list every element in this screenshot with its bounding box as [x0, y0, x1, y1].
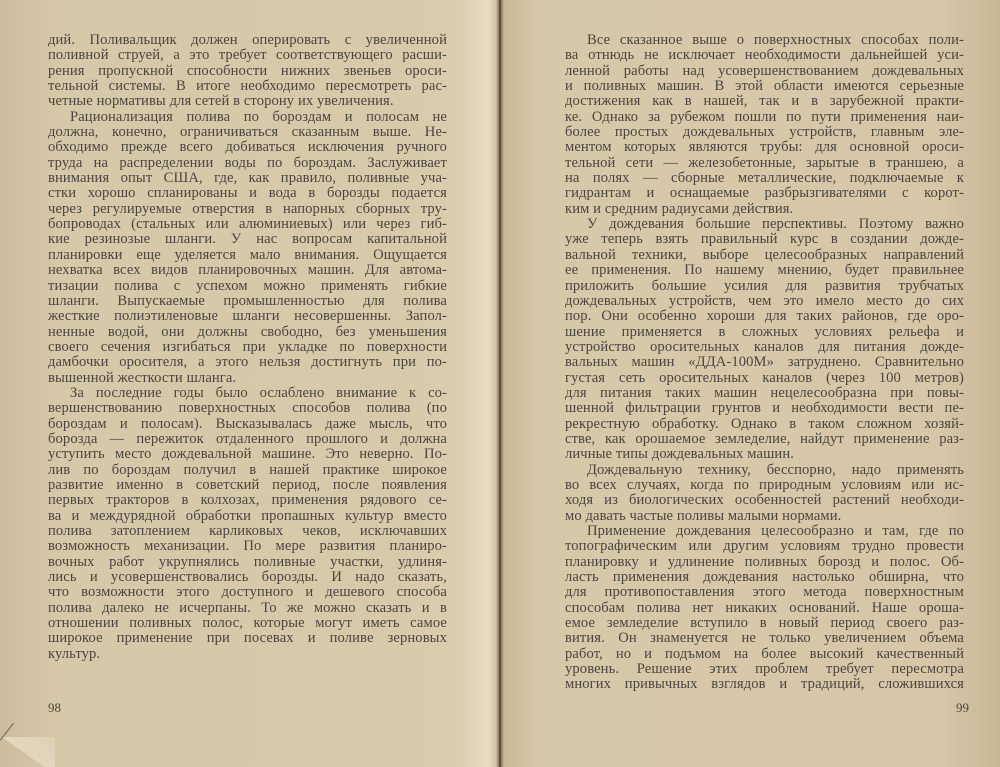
text-line: ментом которых являются трубы: для основной ороси- — [565, 139, 964, 156]
text-line: ким и средним радиусами действия. — [565, 200, 794, 217]
text-line: вития. Он знаменуется не только увеличением объема — [565, 630, 964, 647]
text-line: более простых дождевальных устройств, главным эле- — [565, 124, 964, 141]
text-line: дий. Поливальщик должен оперировать с увеличенной — [48, 32, 447, 48]
text-line: У дождевания большие перспективы. Поэтому важно — [587, 216, 964, 233]
text-line: планировку и удлинение поливных борозд и полос. Об- — [565, 553, 964, 570]
text-line: ленной работы над усовершенствованием дождевальных — [565, 62, 964, 79]
text-line: Рационализация полива по бороздам и полосам не — [70, 108, 447, 125]
text-line: пор. Они особенно хороши для таких районов, где оро- — [565, 308, 964, 325]
text-line: поливной струей, а это требует соответствующего расши- — [48, 47, 447, 64]
text-line: для противопоставления этого метода поверхностным — [565, 584, 964, 601]
text-line: своего сечения изгибаться при укладке по поверхности — [48, 338, 447, 355]
text-line: вальных машин «ДДА-100М» затруднено. Сравнительно — [565, 354, 964, 371]
text-line: густая сеть оросительных каналов (через 100 метров) — [565, 369, 964, 386]
text-line: тельной системы. В итоге необходимо пересмотреть рас- — [48, 78, 447, 95]
text-line: уступить место дождевальной машине. Это неверно. По- — [48, 446, 447, 463]
text-line: во всех случаях, когда по природным условиям или ис- — [565, 476, 964, 493]
text-line: стки хорошо спланированы и вода в борозды подается — [48, 185, 447, 202]
text-line: Все сказанное выше о поверхностных способах поли- — [587, 32, 964, 48]
left-page-number: 98 — [48, 700, 61, 715]
text-line: развитие именно в советский период, после появления — [48, 476, 447, 493]
right-page-number: 99 — [956, 700, 969, 715]
text-line: лив по бороздам получил в нашей практике широкое — [48, 461, 447, 478]
text-line: вальной техники, выборе целесообразных направлений — [565, 246, 964, 263]
text-line: приложить большие усилия для развития трубчатых — [565, 277, 964, 294]
text-line: стве, как орошаемое земледелие, найдут применение раз- — [565, 430, 964, 447]
text-line: лись и усовершенствовались борозды. И надо сказать, — [48, 569, 447, 586]
text-line: полива далеко не исчерпаны. То же можно сказать и в — [48, 599, 447, 616]
text-line: кие резинозые шланги. У нас вопросам капитальной — [48, 231, 447, 248]
text-line: Применение дождевания целесообразно и там, где по — [587, 523, 964, 539]
text-line: борозда — пережиток отдаленного прошлого и должна — [48, 430, 447, 447]
text-line: тизации полива с успехом можно применять гибкие — [48, 277, 447, 294]
text-line: обходимо прежде всего добиваться исключения ручного — [48, 139, 447, 156]
text-line: первых тракторов в колхозах, применения рядового се- — [48, 492, 447, 509]
text-line: мо давать частые поливы малыми нормами. — [565, 507, 842, 524]
text-line: рения пропускной способности нижних звеньев ороси- — [48, 62, 447, 79]
right-page — [500, 0, 1000, 767]
text-line: ке. Однако за рубежом пошли по пути применения наи- — [565, 108, 964, 125]
text-line: устройство оросительных каналов для питания дожде- — [565, 338, 964, 355]
text-line: четные нормативы для сетей в сторону их увеличения. — [48, 93, 394, 110]
text-line: бопроводах (стальных или алюминиевых) или через гиб- — [48, 216, 447, 233]
text-line: ласть применения дождевания настолько обширна, что — [565, 569, 964, 586]
text-line: шланги. Выпускаемые промышленностью для полива — [48, 292, 447, 309]
text-line: ненные водой, они должны свободно, без уменьшения — [48, 323, 447, 340]
text-line: труда на распределении воды по бороздам. Заслуживает — [48, 154, 447, 171]
left-page-text — [48, 33, 447, 662]
text-line: что возможности этого доступного и дешевого способа — [48, 584, 447, 601]
text-line: тельной сети — железобетонные, зарытые в траншею, а — [565, 154, 964, 171]
text-line: многих привычных взглядов и традиций, сложившихся — [565, 676, 964, 693]
text-line: ва и междурядной обработки пропашных культур вместо — [48, 507, 447, 524]
right-page-text — [565, 33, 964, 693]
text-line: личные типы дождевальных машин. — [565, 446, 794, 463]
text-line: и поливных машин. В этой области имеются серьезные — [565, 78, 964, 95]
text-line: отношении поливных полос, которые могут иметь самое — [48, 615, 447, 632]
text-line: внимания опыт США, где, как правило, поливные уча- — [48, 170, 447, 187]
text-line: бороздам и полосам). Высказывалась даже мысль, что — [48, 415, 447, 432]
text-line: работ, но и подъмом на более высокий качественный — [565, 645, 964, 662]
text-line: ее применения. По нашему мнению, будет правильнее — [565, 262, 964, 279]
text-line: планировки еще уделяется мало внимания. Ощущается — [48, 246, 447, 263]
text-line: нехватка всех видов планировочных машин. Для автома- — [48, 262, 447, 279]
text-line: вышенной жесткости шланга. — [48, 369, 237, 386]
text-line: широкое применение при посевах и поливе зерновых — [48, 630, 447, 647]
text-line: способам полива нет никаких оснований. Наше ороша- — [565, 599, 964, 616]
text-line: жесткие полиэтиленовые шланги несовершенны. Запол- — [48, 308, 447, 325]
text-line: уровень. Решение этих проблем требует пересмотра — [565, 661, 964, 678]
text-line: ва отнюдь не исключает необходимости дальнейшей уси- — [565, 47, 964, 64]
text-line: шенной фильтрации грунтов и необходимости вести пе- — [565, 400, 964, 417]
text-line: должна, конечно, ограничиваться сказанным выше. Не- — [48, 124, 447, 141]
text-line: шение применяется в сложных условиях рельефа и — [565, 323, 964, 340]
text-line: полива затоплением карликовых чеков, исключавших — [48, 523, 447, 539]
text-line: рекрестную обработку. Однако в таком сложном хозяй- — [565, 415, 964, 432]
text-line: дождевальных устройств, чем это имело место до сих — [565, 292, 964, 309]
text-line: культур. — [48, 645, 101, 662]
text-line: возможность механизации. По мере развития планиро- — [48, 538, 447, 555]
text-line: За последние годы было ослаблено внимание к со- — [70, 384, 447, 401]
text-line: гидрантам и оснащаемые разбрызгивателями с корот- — [565, 185, 964, 202]
folded-corner — [0, 737, 55, 767]
text-line: дамбочки оросителя, а этого нельзя достигнуть при по- — [48, 354, 447, 371]
text-line: для питания таких машин нецелесообразна при повы- — [565, 384, 964, 401]
text-line: вочных работ укрупнялись поливные участки, удлиня- — [48, 553, 447, 570]
text-line: уже теперь взять правильный курс в создании дожде- — [565, 231, 964, 248]
text-line: достижения как в нашей, так и в зарубежной практи- — [565, 93, 964, 110]
text-line: на полях — сборные металлические, подключаемые к — [565, 170, 964, 187]
text-line: емое земледелие вступило в новый период своего раз- — [565, 615, 964, 632]
text-line: топографическим или другим условиям трудно провести — [565, 538, 964, 555]
text-line: ходя из биологических особенностей растений необходи- — [565, 492, 964, 509]
text-line: вершенствованию поверхностных способов полива (по — [48, 400, 447, 417]
text-line: через регулируемые отверстия в напорных сборных тру- — [48, 200, 447, 217]
text-line: Дождевальную технику, бесспорно, надо применять — [587, 461, 964, 478]
